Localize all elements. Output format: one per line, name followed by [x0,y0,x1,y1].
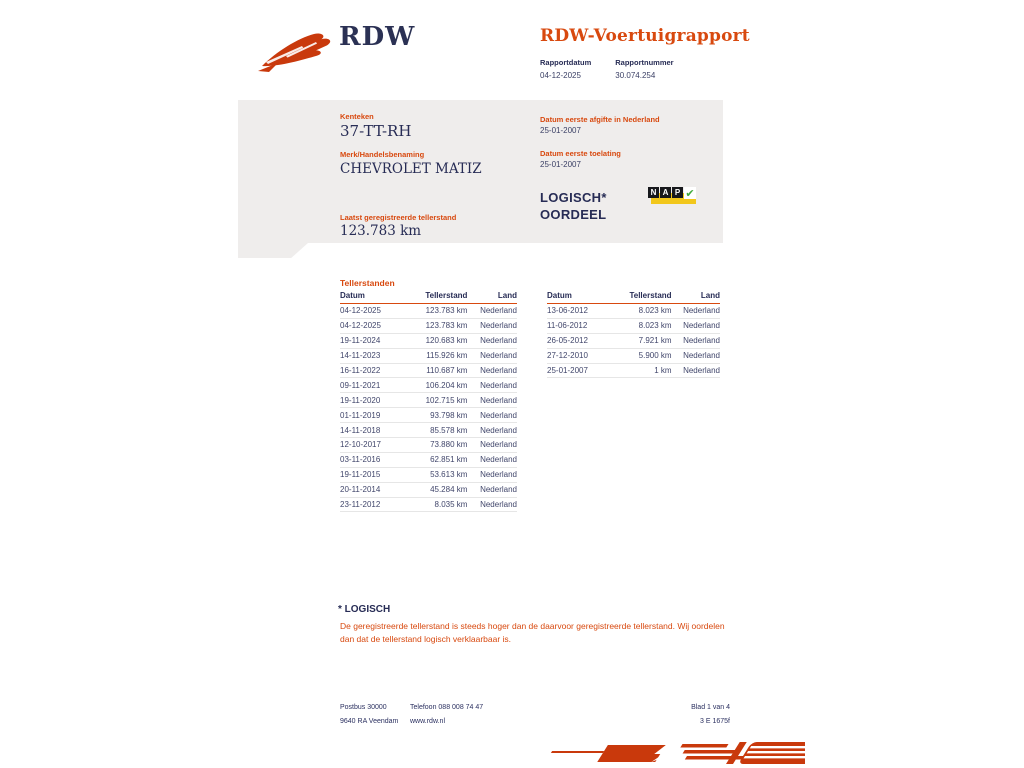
tellerstand-label: Laatst geregistreerde tellerstand [340,213,457,222]
oordeel-text [540,189,607,223]
merk-value: CHEVROLET MATIZ [340,161,482,177]
table-cell: 93.798 km [411,408,468,423]
header-tellerstand: Tellerstand [616,290,671,304]
table-cell: 53.613 km [411,467,468,482]
table-cell: Nederland [467,333,517,348]
table-cell: 09-11-2021 [340,378,411,393]
table-header-row [547,290,720,304]
table-cell: Nederland [467,363,517,378]
report-number-label: Rapportnummer [615,58,674,67]
table-cell: 102.715 km [411,393,468,408]
table-row [340,318,517,333]
table-row [340,348,517,363]
table-cell: 5.900 km [616,348,671,363]
table-cell: Nederland [672,363,720,378]
table-cell: Nederland [467,348,517,363]
table-cell: 8.023 km [616,304,671,319]
footer-postbus: Postbus 30000 [340,704,387,711]
table-row [547,363,720,378]
table-cell: 16-11-2022 [340,363,411,378]
table-cell: 11-06-2012 [547,318,616,333]
odometer-table-right [547,290,720,378]
table-cell: 45.284 km [411,482,468,497]
report-date-value: 04-12-2025 [540,71,581,80]
nap-logo [648,187,696,205]
table-row [340,497,517,512]
afgifte-label: Datum eerste afgifte in Nederland [540,115,660,124]
table-row [340,467,517,482]
table-row [340,378,517,393]
table-row [547,348,720,363]
table-cell: 04-12-2025 [340,304,411,319]
table-cell: 01-11-2019 [340,408,411,423]
table-row [340,423,517,438]
oordeel-line1: LOGISCH* [540,190,607,205]
table-row [340,333,517,348]
table-cell: Nederland [467,482,517,497]
table-cell: Nederland [467,304,517,319]
table-row [340,452,517,467]
table-cell: 106.204 km [411,378,468,393]
header-datum: Datum [340,290,411,304]
table-cell: Nederland [467,318,517,333]
table-cell: Nederland [672,318,720,333]
table-cell: Nederland [467,497,517,512]
table-cell: Nederland [467,423,517,438]
table-cell: 8.035 km [411,497,468,512]
table-cell: Nederland [467,378,517,393]
report-number-value: 30.074.254 [615,71,656,80]
report-date-block [540,58,591,80]
footer-city: 9640 RA Veendam [340,718,399,725]
header-tellerstand: Tellerstand [411,290,468,304]
nap-letter-a: A [660,187,671,198]
table-row [340,304,517,319]
rdw-logo [256,22,416,74]
table-cell: 73.880 km [411,438,468,453]
table-row [547,333,720,348]
rdw-wing-icon [256,26,334,74]
rdw-logo-text: RDW [339,22,416,52]
report-meta [540,58,674,80]
afgifte-value: 25-01-2007 [540,126,581,135]
rdw-deco-graphic [545,740,805,768]
kenteken-value: 37-TT-RH [340,122,412,140]
table-cell: 19-11-2015 [340,467,411,482]
table-cell: 123.783 km [411,318,468,333]
table-cell: Nederland [467,438,517,453]
table-cell: Nederland [672,333,720,348]
header-land: Land [672,290,720,304]
footer-address [340,701,398,729]
table-cell: 62.851 km [411,452,468,467]
report-header [540,26,800,46]
table-cell: 7.921 km [616,333,671,348]
nap-letter-n: N [648,187,659,198]
table-cell: 110.687 km [411,363,468,378]
table-cell: 1 km [616,363,671,378]
table-row [340,482,517,497]
table-cell: Nederland [467,452,517,467]
footer-page-info [691,701,730,729]
table-row [340,393,517,408]
footer-phone: Telefoon 088 008 74 47 [410,704,484,711]
table-cell: Nederland [672,348,720,363]
report-date-label: Rapportdatum [540,58,592,67]
oordeel-line2: OORDEEL [540,207,607,222]
table-cell: 120.683 km [411,333,468,348]
table-cell: 8.023 km [616,318,671,333]
table-cell: 19-11-2024 [340,333,411,348]
report-title: RDW-Voertuigrapport [540,26,750,46]
table-row [547,304,720,319]
table-header-row [340,290,517,304]
table-row [340,363,517,378]
logisch-note-title: * LOGISCH [338,604,391,615]
table-cell: 23-11-2012 [340,497,411,512]
toelating-value: 25-01-2007 [540,160,581,169]
table-cell: Nederland [467,408,517,423]
table-cell: 27-12-2010 [547,348,616,363]
table-cell: Nederland [467,393,517,408]
nap-check-icon: ✔ [685,187,695,200]
table-cell: 04-12-2025 [340,318,411,333]
nap-letter-p: P [672,187,683,198]
table-cell: Nederland [467,467,517,482]
report-number-block [615,58,673,80]
tellerstand-value: 123.783 km [340,223,422,239]
table-cell: 115.926 km [411,348,468,363]
logisch-note-body: De geregistreerde tellerstand is steeds hoger dan de daarvoor geregistreerde tellerstand. Wij oordelen dan dat de tellerstand logisch verklaarbaar is. [340,621,725,644]
merk-label: Merk/Handelsbenaming [340,150,425,159]
table-row [547,318,720,333]
table-cell: 12-10-2017 [340,438,411,453]
table-cell: 14-11-2023 [340,348,411,363]
table-cell: 13-06-2012 [547,304,616,319]
odometer-table-left [340,290,517,512]
footer-contact [410,701,483,729]
table-cell: Nederland [672,304,720,319]
table-cell: 25-01-2007 [547,363,616,378]
tellerstanden-section-title: Tellerstanden [340,278,395,288]
header-datum: Datum [547,290,616,304]
toelating-label: Datum eerste toelating [540,149,621,158]
table-cell: 26-05-2012 [547,333,616,348]
table-cell: 85.578 km [411,423,468,438]
footer-form-code: 3 E 1675f [700,718,730,725]
table-cell: 03-11-2016 [340,452,411,467]
table-row [340,408,517,423]
table-cell: 14-11-2018 [340,423,411,438]
table-row [340,438,517,453]
header-land: Land [467,290,517,304]
table-cell: 19-11-2020 [340,393,411,408]
table-cell: 20-11-2014 [340,482,411,497]
footer-page-number: Blad 1 van 4 [691,704,730,711]
footer-website[interactable]: www.rdw.nl [410,718,446,725]
table-cell: 123.783 km [411,304,468,319]
vehicle-summary-panel-tab [238,243,308,258]
nap-tiles [648,187,696,199]
kenteken-label: Kenteken [340,112,374,121]
